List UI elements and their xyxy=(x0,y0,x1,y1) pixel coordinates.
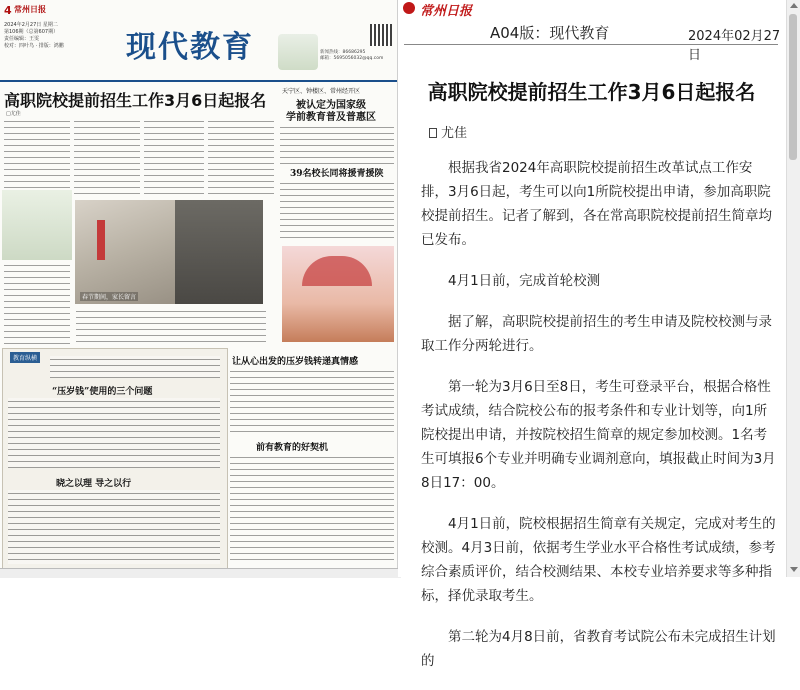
subhead-principals[interactable]: 39名校长同将援青援陕 xyxy=(290,169,384,179)
news-photo-street[interactable] xyxy=(75,200,263,304)
scroll-down-arrow-icon[interactable] xyxy=(790,567,798,572)
text-column[interactable] xyxy=(280,180,394,242)
side-illustration xyxy=(2,190,72,260)
meta-line: 责任编辑：王雯 xyxy=(4,36,40,42)
subhead-opportunity[interactable]: 前有教育的好契机 xyxy=(256,443,329,453)
contact-line: 邮箱：5695056032@qq.com xyxy=(320,56,384,61)
text-column[interactable] xyxy=(8,398,220,468)
feature-title[interactable]: “压岁钱”使用的三个问题 xyxy=(52,387,153,397)
newspaper-emblem-icon xyxy=(403,2,415,14)
text-column[interactable] xyxy=(144,118,204,198)
subhead-red-envelope[interactable]: 让从心出发的压岁钱转递真情感 xyxy=(232,357,359,367)
edition-date: 2024年02月27日 xyxy=(688,29,781,63)
article-paragraph: 第一轮为3月6日至8日，考生可登录平台，根据合格性考试成绩，结合院校公布的报考条件和专业计划等，向1所院校提出申请，并按院校招生简章的规定参加校测。1名考生可填报6个专业并明确专业调剂意向，填报截止时间为3月8日17：00。 xyxy=(421,379,776,491)
article-pane xyxy=(398,0,785,669)
vertical-scrollbar[interactable] xyxy=(786,0,800,577)
feature-subtitle[interactable]: 晓之以理 导之以行 xyxy=(56,479,132,489)
contact-line: 新闻热线：86686295 xyxy=(320,50,366,55)
text-column[interactable] xyxy=(50,356,220,378)
article-paragraph: 第二轮为4月8日前，省教育考试院公布未完成招生计划的 xyxy=(421,629,776,669)
article-paragraph: 4月1日前，完成首轮校测 xyxy=(448,273,601,289)
subhead-districts[interactable]: 天宁区、钟楼区、常州经开区 xyxy=(282,88,361,95)
photo-caption: 春节期间，家长留言 xyxy=(82,294,137,301)
article-logo: 常州日报 xyxy=(420,4,473,19)
article-paragraph: 据了解，高职院校提前招生的考生申请及院校校测与录取工作分两轮进行。 xyxy=(421,314,772,354)
lead-headline[interactable]: 高职院校提前招生工作3月6日起报名 xyxy=(4,91,267,110)
header-divider xyxy=(404,44,778,45)
text-column[interactable] xyxy=(74,118,140,198)
qr-code-icon xyxy=(370,24,392,46)
scrollbar-thumb[interactable] xyxy=(789,14,797,160)
masthead-illustration xyxy=(278,34,318,70)
meta-line: 2024年2月27日 星期二 xyxy=(4,22,58,28)
scroll-up-arrow-icon[interactable] xyxy=(790,3,798,8)
lead-byline: □尤佳 xyxy=(6,111,21,117)
news-photo-festival[interactable] xyxy=(282,246,394,342)
article-author: 尤佳 xyxy=(429,122,467,141)
text-column[interactable] xyxy=(4,118,70,192)
meta-line: 校对：四叶鸟 · 排版：鸿鹏 xyxy=(4,43,64,49)
text-column[interactable] xyxy=(208,118,274,198)
text-column[interactable] xyxy=(8,490,220,564)
section-title: 现代教育 xyxy=(126,30,254,65)
article-paragraph: 4月1日前，院校根据招生简章有关规定，完成对考生的校测。4月3日前，依据考生学业水平合格性考试成绩，参考综合素质评价，结合校测结果、本校专业培养要求等多种指标，择优录取考生。 xyxy=(421,516,776,604)
feature-tag: 教育纵横 xyxy=(10,352,40,363)
article-body xyxy=(421,156,777,690)
text-column[interactable] xyxy=(230,454,394,564)
article-title: 高职院校提前招生工作3月6日起报名 xyxy=(427,80,756,104)
meta-line: 第106期（总第607期） xyxy=(4,29,59,35)
page-footer xyxy=(0,568,401,578)
subhead-preschool[interactable]: 学前教育普及普惠区 xyxy=(286,112,376,123)
newspaper-logo: 常州日报 xyxy=(14,4,46,14)
masthead-rule xyxy=(0,80,397,82)
text-column[interactable] xyxy=(230,368,394,432)
text-column[interactable] xyxy=(4,262,70,344)
page-number: 4 xyxy=(4,4,12,17)
subhead-national[interactable]: 被认定为国家级 xyxy=(296,100,366,111)
article-paragraph: 根据我省2024年高职院校提前招生改革试点工作安排，3月6日起，考生可以向1所院校提出申请，参加高职院校提前招生。记者了解到，各在常高职院校提前招生简章均已发布。 xyxy=(421,160,772,248)
page-meta xyxy=(4,22,64,50)
text-column[interactable] xyxy=(76,308,266,344)
contact-info xyxy=(320,50,383,62)
edition-label: A04版：现代教育 xyxy=(490,24,610,42)
newspaper-page[interactable] xyxy=(0,0,398,577)
text-column[interactable] xyxy=(280,124,394,164)
